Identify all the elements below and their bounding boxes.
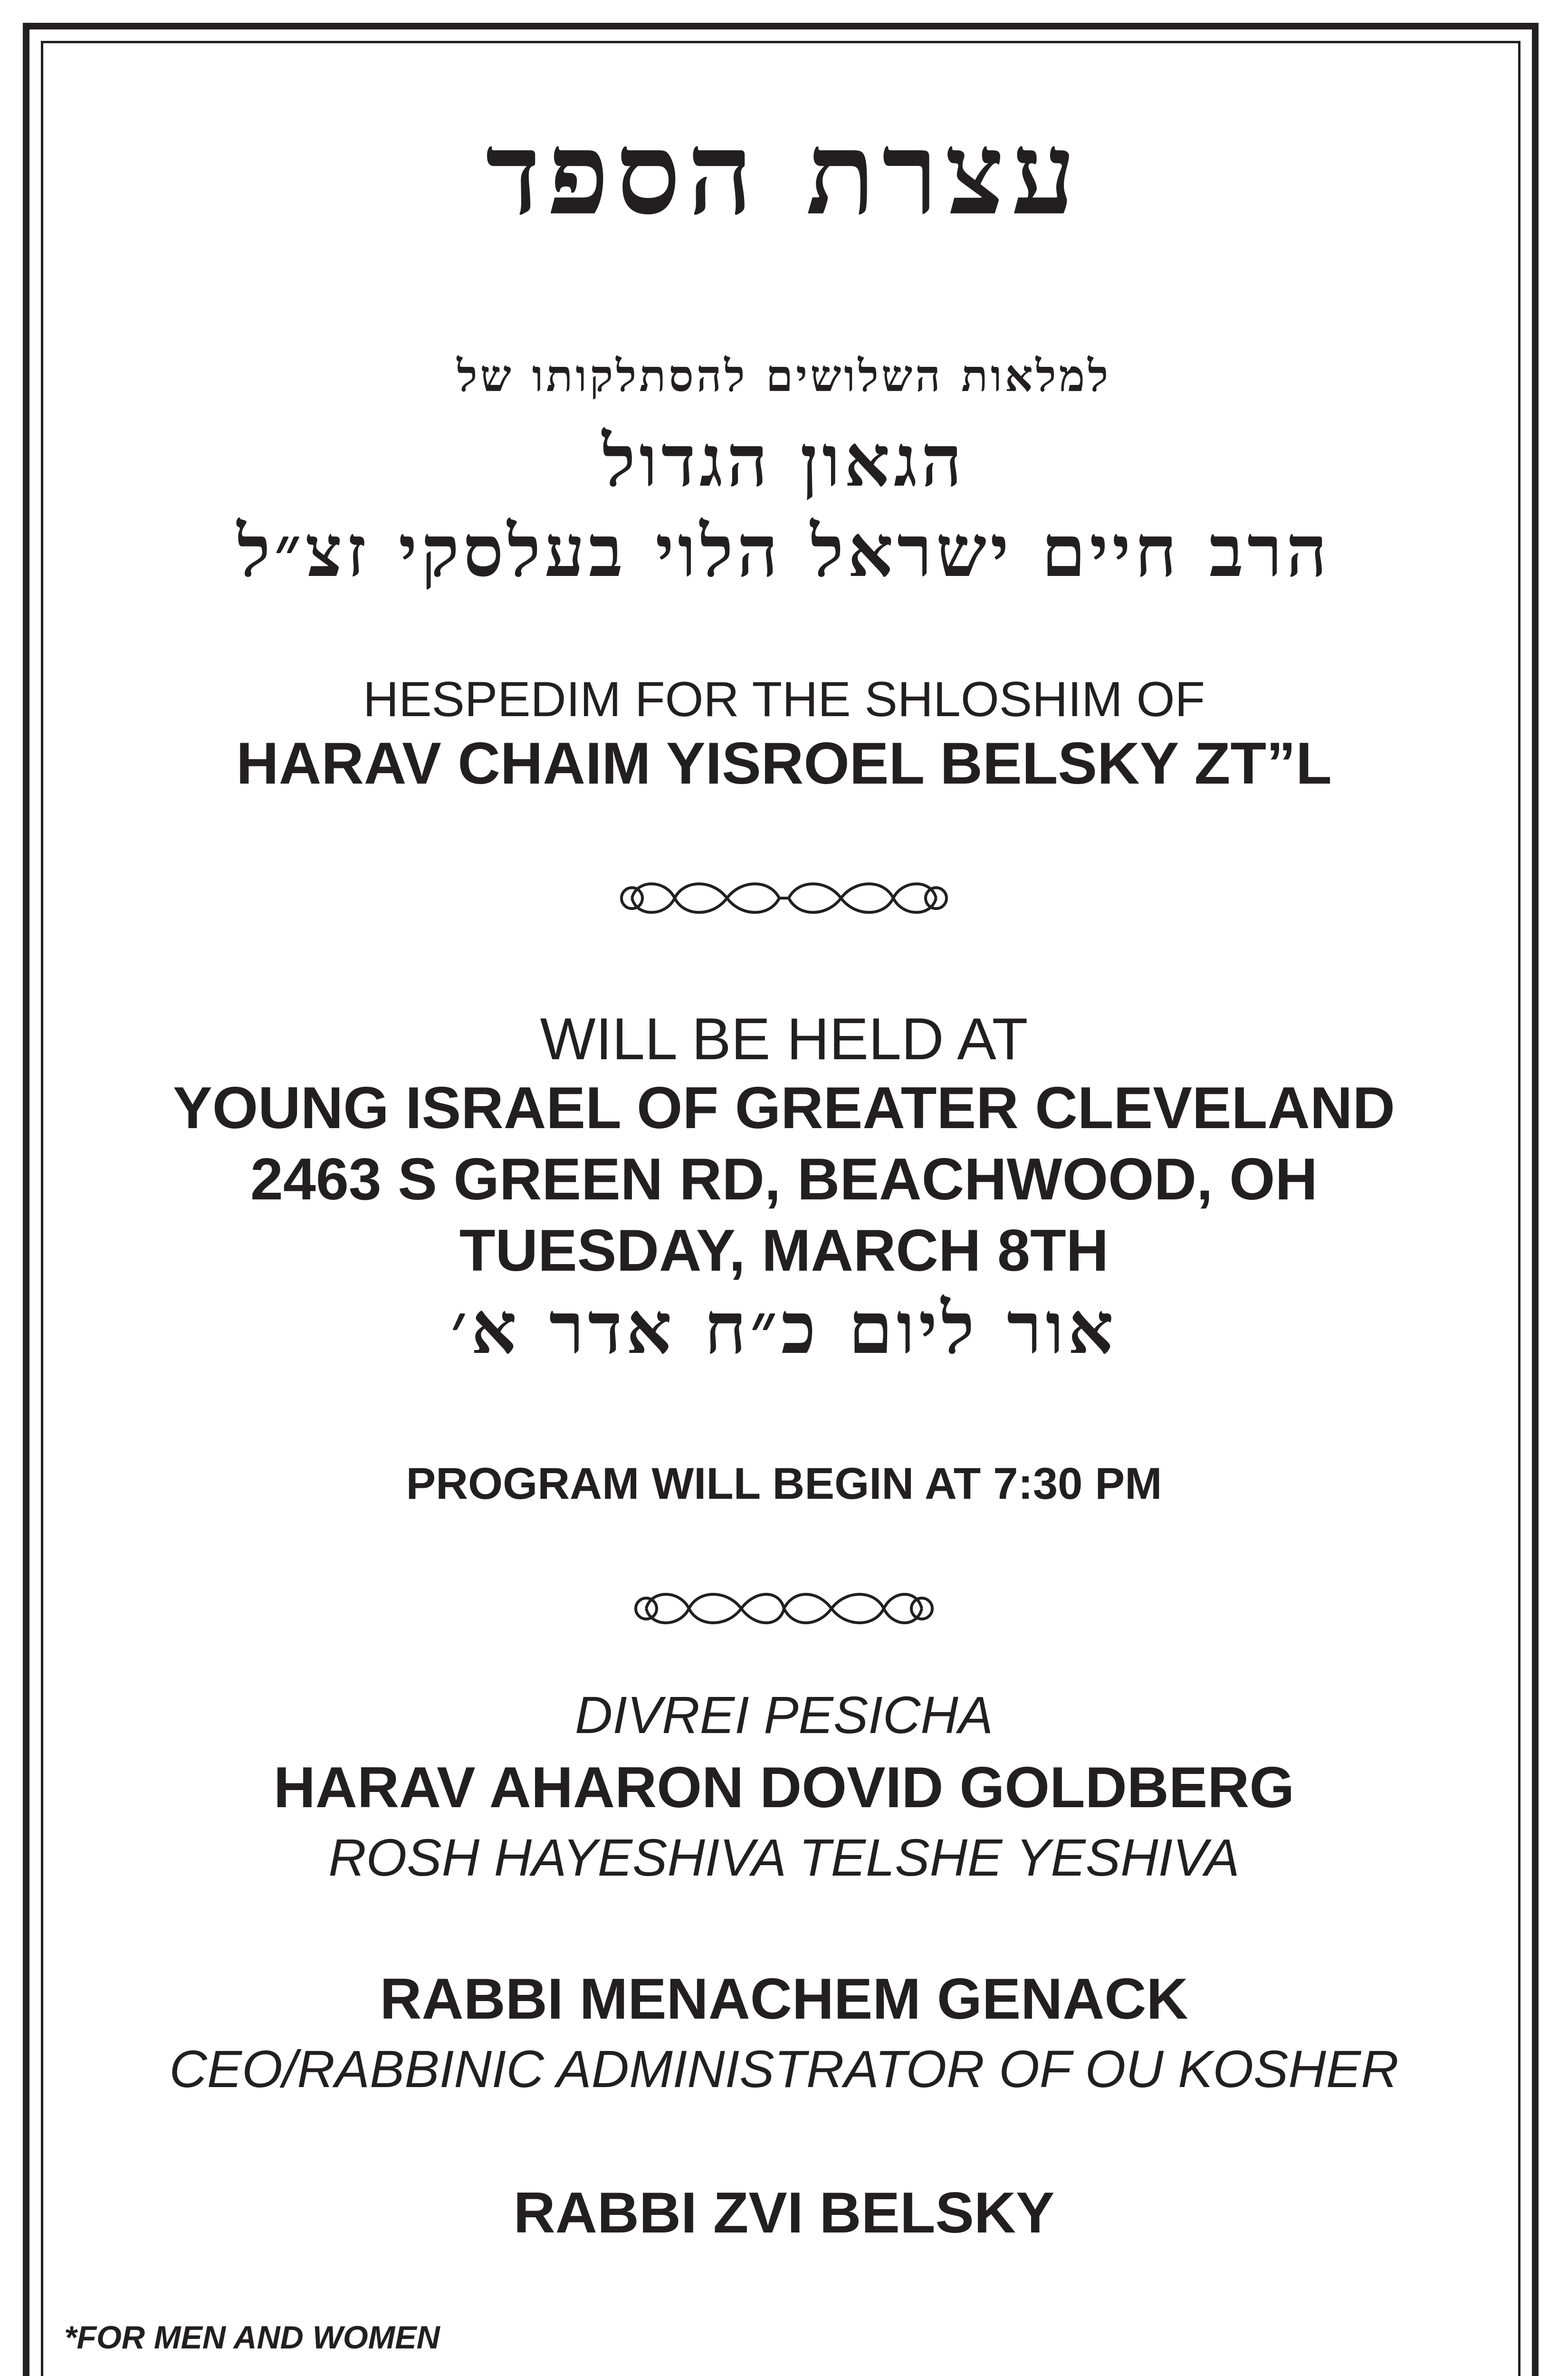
speaker-title: ROSH HAYESHIVA TELSHE YESHIVA: [328, 1829, 1240, 1887]
footnote: *FOR MEN AND WOMEN: [64, 2319, 440, 2356]
flourish-divider-icon: [0, 872, 1568, 924]
hebrew-title: עצרת הספד: [486, 106, 1082, 240]
flourish-divider-icon: [0, 1582, 1568, 1635]
hebrew-rav-name: הרב חיים ישראל הלוי בעלסקי זצ״ל: [237, 509, 1331, 593]
hebrew-subtitle: למלאות השלושים להסתלקותו של: [457, 350, 1111, 402]
divrei-pesicha-label: DIVREI PESICHA: [574, 1686, 994, 1744]
speaker-name: HARAV AHARON DOVID GOLDBERG: [273, 1755, 1295, 1820]
held-at-label: WILL BE HELD AT: [540, 1006, 1028, 1072]
hespedim-heading: HESPEDIM FOR THE SHLOSHIM OF: [363, 672, 1205, 727]
hebrew-date: אור ליום כ״ח אדר א׳: [450, 1286, 1118, 1370]
speaker-name: RABBI ZVI BELSKY: [513, 2180, 1055, 2245]
hebrew-gaon-heading: הגאון הגדול: [602, 419, 966, 503]
program-start-time: PROGRAM WILL BEGIN AT 7:30 PM: [406, 1458, 1162, 1508]
speaker-name: RABBI MENACHEM GENACK: [380, 1966, 1188, 2031]
event-date: TUESDAY, MARCH 8TH: [459, 1218, 1109, 1284]
speaker-title: CEO/RABBINIC ADMINISTRATOR OF OU KOSHER: [169, 2040, 1399, 2098]
venue-name: YOUNG ISRAEL OF GREATER CLEVELAND: [172, 1075, 1396, 1141]
venue-address: 2463 S GREEN RD, BEACHWOOD, OH: [250, 1147, 1318, 1212]
harav-name-heading: HARAV CHAIM YISROEL BELSKY ZT”L: [236, 731, 1332, 796]
